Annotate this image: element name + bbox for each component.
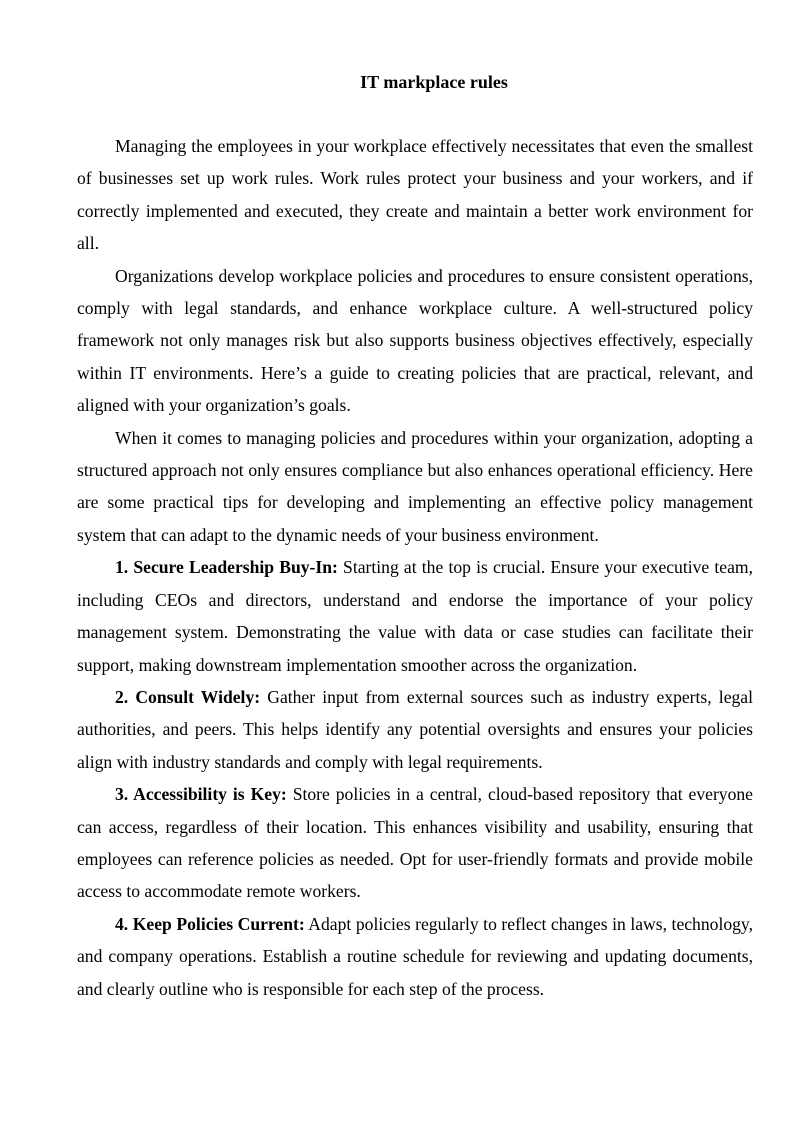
tip-accessibility-text: Store policies in a central, cloud-based repository that everyone can access, regardless of their location. This enhances visibility and usability, ensuring that employees can reference policies as needed. Opt for user-friendly formats and provide mobile access to accommodate remote workers.: [77, 784, 753, 902]
tip-accessibility-heading: 3. Accessibility is Key:: [115, 784, 287, 805]
tip-leadership-heading: 1. Secure Leadership Buy-In:: [115, 557, 338, 578]
tip-consult: [77, 681, 753, 778]
tip-leadership: [77, 551, 753, 681]
intro-paragraph: Managing the employees in your workplace effectively necessitates that even the smallest of businesses set up work rules. Work rules protect your business and your workers, and if correctly implemented and executed, they create and maintain a better work environment for all.: [77, 136, 753, 254]
tip-current-text: Adapt policies regularly to reflect changes in laws, technology, and company operations. Establish a routine schedule for reviewing and updating documents, and clearly outline who is responsible for each step of the process.: [77, 913, 753, 999]
policy-paragraph: Organizations develop workplace policies and procedures to ensure consistent operations, comply with legal standards, and enhance workplace culture. A well-structured policy framework not only manages risk but also supports business objectives effectively, especially within IT environments. Here’s a guide to creating policies that are practical, relevant, and aligned with your organization’s goals.: [77, 265, 753, 416]
tip-current: [77, 908, 753, 1005]
tip-current-heading: 4. Keep Policies Current:: [115, 913, 305, 934]
tip-leadership-text: Starting at the top is crucial. Ensure your executive team, including CEOs and directors, understand and endorse the importance of your policy management system. Demonstrating the value with data or case studies can facilitate their support, making downstream implementation smoother across the organization.: [77, 557, 753, 675]
approach-paragraph: When it comes to managing policies and procedures within your organization, adopting a structured approach not only ensures compliance but also enhances operational efficiency. Here are some practical tips for developing and implementing an effective policy management system that can adapt to the dynamic needs of your business environment.: [77, 427, 753, 545]
page-title: IT markplace rules: [360, 72, 508, 92]
tip-consult-heading: 2. Consult Widely:: [115, 686, 261, 707]
tip-accessibility: [77, 778, 753, 908]
document-body: [77, 130, 753, 1005]
tip-consult-text: Gather input from external sources such as industry experts, legal authorities, and peers. This helps identify any potential oversights and ensures your policies align with industry standards and comply with legal requirements.: [77, 686, 753, 772]
